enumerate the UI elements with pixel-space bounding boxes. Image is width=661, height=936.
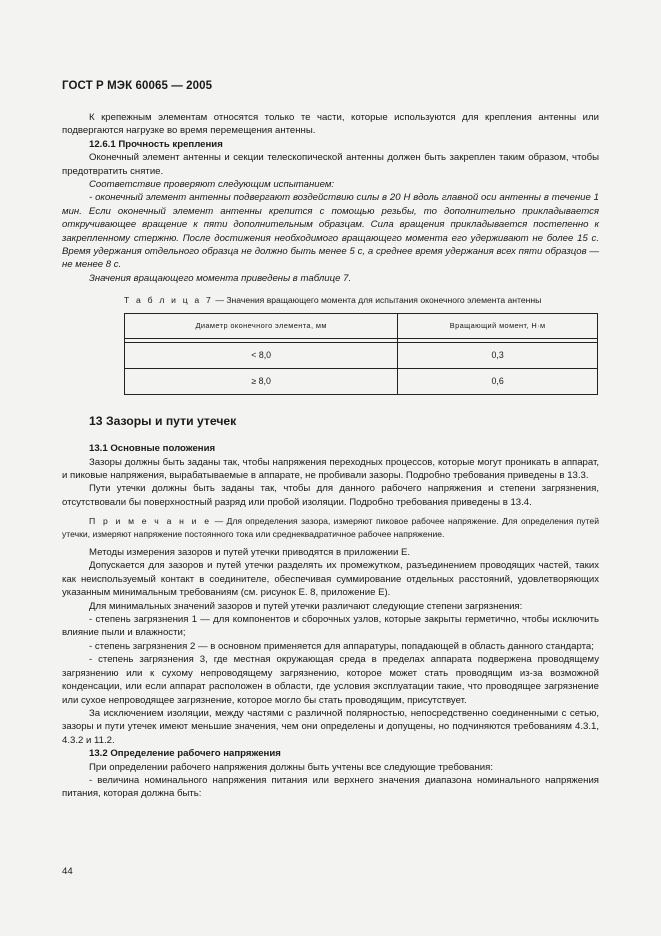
paragraph: За исключением изоляции, между частями с различной полярностью, непосредственно соединенными с сетью, зазоры и пути утечек имеют меньшие значения, чем они определены и допущены, но подчиняются требованиям 4.3.1, 4.3.2 и 11.2. bbox=[62, 707, 599, 746]
table-cell-diameter: ≥ 8,0 bbox=[125, 368, 398, 394]
paragraph-italic: Соответствие проверяют следующим испытанием: bbox=[89, 179, 335, 191]
section-heading-12-6-1: 12.6.1 Прочность крепления bbox=[89, 138, 223, 150]
table-cell-torque: 0,6 bbox=[398, 368, 598, 394]
table-caption bbox=[124, 295, 544, 307]
section-heading-13-1: 13.1 Основные положения bbox=[89, 443, 216, 455]
paragraph: Для минимальных значений зазоров и путей утечки различают следующие степени загрязнения: bbox=[89, 600, 523, 612]
table-cell-diameter: < 8,0 bbox=[125, 342, 398, 368]
list-item: - степень загрязнения 2 — в основном применяется для аппаратуры, попадающей в область данного стандарта; bbox=[89, 640, 594, 652]
table-row bbox=[125, 368, 598, 394]
paragraph: Пути утечки должны быть заданы так, чтобы для данного рабочего напряжения и степени загрязнения, отсутствовали бы поверхностный разряд или пробой изоляции. Подробно требования приведены в 13.4. bbox=[62, 483, 599, 508]
paragraph: При определении рабочего напряжения должны быть учтены все следующие требования: bbox=[89, 761, 494, 773]
list-item: - степень загрязнения 1 — для компонентов и сборочных узлов, которые закрыты герметично, чтобы исключить влияние пыли и влажности; bbox=[62, 614, 599, 639]
torque-table bbox=[124, 313, 598, 395]
list-item: - величина номинального напряжения питания или верхнего значения диапазона номинального напряжения питания, которая должна быть: bbox=[62, 774, 599, 800]
document-body bbox=[62, 111, 599, 801]
table-header-diameter: Диаметр оконечного элемента, мм bbox=[125, 313, 398, 338]
table-header-torque: Вращающий момент, Н·м bbox=[398, 313, 598, 338]
document-header: ГОСТ Р МЭК 60065 — 2005 bbox=[62, 80, 213, 92]
section-heading-13: 13 Зазоры и пути утечек bbox=[89, 413, 237, 428]
paragraph: Методы измерения зазоров и путей утечки приводятся в приложении Е. bbox=[89, 547, 411, 559]
paragraph: Зазоры должны быть заданы так, чтобы напряжения переходных процессов, которые могут проникать в аппарат, и пиковые напряжения, вырабатываемые в аппарате, не пробивали зазоры. Подробно требования приведены в 13.3. bbox=[62, 456, 599, 481]
paragraph: Допускается для зазоров и путей утечки разделять их промежутком, разъединением проводящих частей, таких как неиспользуемый контакт в соединителе, обеспечивая суммирование отдельных расстояний, удовлетворяющих указанным минимальным требованиям (см. рисунок Е. 8, приложение Е). bbox=[62, 560, 599, 599]
table-row bbox=[125, 342, 598, 368]
paragraph-italic: Значения вращающего момента приведены в таблице 7. bbox=[89, 272, 352, 284]
table-header-row bbox=[125, 313, 598, 338]
paragraph: Оконечный элемент антенны и секции телескопической антенны должен быть закреплен таким образом, чтобы предотвратить снятие. bbox=[62, 152, 599, 177]
page-number: 44 bbox=[62, 866, 73, 877]
list-item: - степень загрязнения 3, где местная окружающая среда в пределах аппарата подвержена проводящему загрязнению или к сухому непроводящему загрязнению, которое может стать проводящим из-за возможной конденсации, или если аппарат расположен в области, где условия эксплуатации такие, что проводящее загрязнение или сухое непроводящее загрязнение, которое могло бы стать проводящим, присутствует. bbox=[62, 654, 599, 706]
paragraph-italic: - оконечный элемент антенны подвергают воздействию силы в 20 Н вдоль главной оси антенны в течение 1 мин. Если оконечный элемент антенны крепится с помощью резьбы, то дополнительно прикладывается откручивающее вращение к пяти дополнительным образцам. Сила вращения прикладывается постепенно к закрепленному стержню. После достижения необходимого вращающего момента его удерживают не более 15 с. Время удержания отдельного образца не должно быть менее 5 с, а среднее время удержания всех пяти образцов — не менее 8 с. bbox=[62, 192, 599, 271]
table-cell-torque: 0,3 bbox=[398, 342, 598, 368]
note bbox=[62, 515, 599, 540]
paragraph: К крепежным элементам относятся только те части, которые используются для крепления антенны или подвергаются нагрузке во время перемещения антенны. bbox=[62, 112, 599, 137]
note-label: П р и м е ч а н и е bbox=[89, 516, 212, 527]
table-caption-label: Т а б л и ц а 7 bbox=[124, 295, 213, 306]
section-heading-13-2: 13.2 Определение рабочего напряжения bbox=[89, 748, 281, 760]
note-text: — Для определения зазора, измеряют пиковое рабочее напряжение. Для определения путей утечки, измеряют напряжение постоянного тока или среднеквадратичное рабочее напряжение. bbox=[62, 516, 599, 539]
table-caption-text: — Значения вращающего момента для испытания оконечного элемента антенны bbox=[212, 295, 542, 306]
